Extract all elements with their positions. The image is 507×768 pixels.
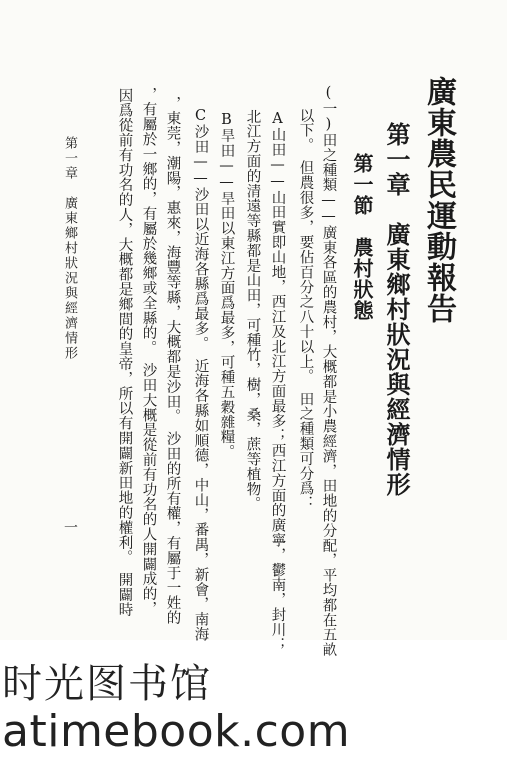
body-line: ，有屬於一鄉的，有屬於幾鄉或全縣的。 沙田大概是從前有功名的人開闢成的， bbox=[140, 87, 157, 617]
body-line: 因爲從前有功名的人，大概都是鄉間的皇帝，所以有開闢新田地的權利。 開闢時 bbox=[116, 88, 133, 618]
body-line: 以下。 但農很多，要佔百分之八十以上。 田之種類可分爲： bbox=[297, 108, 314, 511]
body-line: A山田——山田實即山地，西江及北江方面最多；西江方面的廣寧，鬱南，封川； bbox=[269, 111, 286, 652]
body-line: (一)田之種類——廣東各區的農村，大概都是小農經濟，田地的分配，平均都在五畝 bbox=[320, 85, 337, 658]
chapter-title: 第一章 廣東鄉村狀況與經濟情形 bbox=[382, 122, 411, 497]
body-line: ，東莞，潮陽，惠來，海豐等縣，大概都是沙田。 沙田的所有權，有屬于一姓的 bbox=[164, 96, 181, 626]
watermark-url: atimebook.com bbox=[2, 706, 351, 757]
body-line: C沙田——沙田以近海各縣爲最多。 近海各縣如順德，中山，番禺，新會，南海 bbox=[192, 108, 209, 642]
page-number: 一 bbox=[62, 520, 78, 534]
section-title: 第一節 農村狀態 bbox=[350, 153, 374, 321]
book-title: 廣東農民運動報告 bbox=[421, 76, 456, 324]
body-line: B旱田——旱田以東江方面爲最多，可種五穀雜糧。 bbox=[218, 112, 235, 460]
running-head: 第一章 廣東鄉村狀況與經濟情形 bbox=[62, 136, 77, 361]
watermark-chinese: 时光图书馆 bbox=[2, 661, 212, 707]
body-line: 北江方面的清遠等縣都是山田，可種竹，樹，桑，蔗等植物。 bbox=[244, 109, 261, 512]
